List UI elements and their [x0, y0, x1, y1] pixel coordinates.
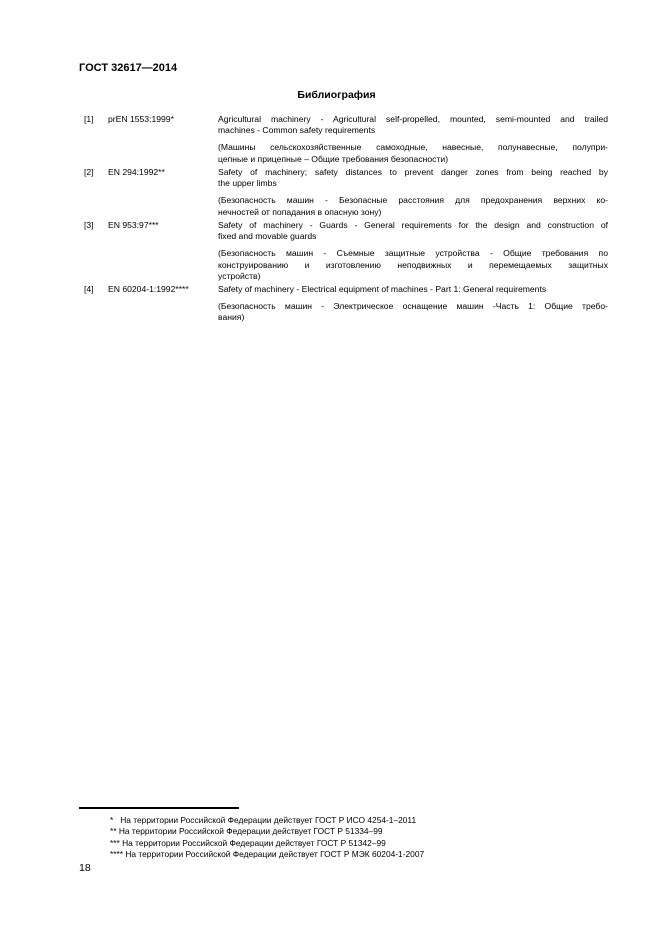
footnote: **** На территории Российской Федерации действует ГОСТ Р МЭК 60204-1-2007	[110, 848, 425, 859]
entry-code: EN 60204-1:1992****	[108, 284, 189, 294]
entry-text	[218, 114, 608, 165]
entry-number: [2]	[84, 167, 94, 177]
entry-en-line: the upper limbs	[218, 178, 277, 189]
entry-ru-line: конструированию и изготовлению неподвижных и перемещаемых защитных	[218, 259, 608, 270]
entry-en-line: Safety of machinery - Guards - General requirements for the design and construction of	[218, 220, 608, 230]
entry-en-line: fixed and movable guards	[218, 231, 317, 242]
entry-number: [3]	[84, 220, 94, 230]
entry-en-line: machines - Common safety requirements	[218, 125, 376, 136]
entry-en-line: Safety of machinery - Electrical equipment of machines - Part 1: General requirements	[218, 284, 547, 294]
footnote: * На территории Российской Федерации действует ГОСТ Р ИСО 4254-1–2011	[110, 815, 417, 825]
entry-ru-line: устройств)	[218, 270, 261, 281]
entry-code: EN 294:1992**	[108, 167, 165, 177]
entry-text	[218, 167, 608, 218]
entry-text	[218, 284, 608, 324]
entry-number: [4]	[84, 284, 94, 294]
footnote: *** На территории Российской Федерации действует ГОСТ Р 51342–99	[110, 837, 386, 848]
entry-ru-line: (Безопасность машин - Безопасные расстояния для предохранения верхних ко-	[218, 195, 608, 206]
entry-code: EN 953:97***	[108, 220, 159, 230]
section-title: Библиография	[297, 89, 376, 101]
entry-number: [1]	[84, 114, 94, 124]
entry-text	[218, 220, 608, 282]
entry-ru-line: цепные и прицепные – Общие требования безопасности)	[218, 153, 449, 164]
entry-ru-line: вания)	[218, 312, 245, 323]
entry-en-line: Agricultural machinery - Agricultural self-propelled, mounted, semi-mounted and trailed	[218, 114, 608, 124]
document-code: ГОСТ 32617—2014	[79, 62, 178, 74]
entry-ru-line: (Машины сельскохозяйственные самоходные, навесные, полунавесные, полупри-	[218, 142, 608, 153]
page-number: 18	[79, 862, 91, 874]
footnote: ** На территории Российской Федерации действует ГОСТ Р 51334–99	[110, 826, 383, 837]
entry-ru-line: (Безопасность машин - Съемные защитные устройства - Общие требования по	[218, 248, 608, 259]
entry-code: prEN 1553:1999*	[108, 114, 174, 124]
entry-ru-line: (Безопасность машин - Электрическое оснащение машин -Часть 1: Общие требо-	[218, 301, 608, 312]
footnote-separator	[79, 807, 239, 809]
entry-en-line: Safety of machinery; safety distances to prevent danger zones from being reached by	[218, 167, 608, 177]
entry-ru-line: нечностей от попадания в опасную зону)	[218, 206, 382, 217]
footnotes	[110, 815, 424, 860]
